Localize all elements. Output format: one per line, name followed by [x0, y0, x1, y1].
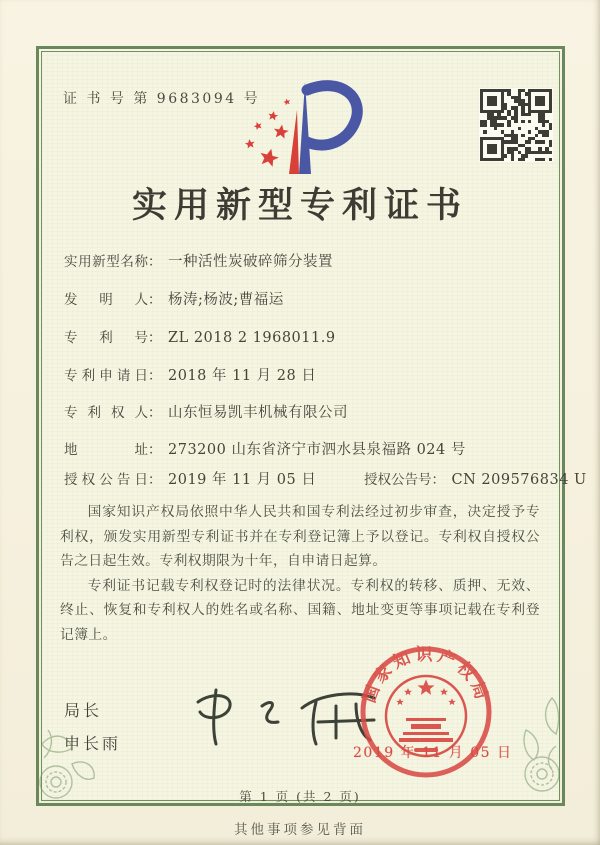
- paragraph: 专利证书记载专利权登记时的法律状况。专利权的转移、质押、无效、终止、恢复和专利权人的姓名或名称、国籍、地址变更等事项记载在专利登记簿上。: [60, 577, 540, 643]
- field-label: 专利权人: [64, 405, 148, 421]
- star-icon: [396, 698, 404, 705]
- field-colon: ：: [148, 442, 162, 458]
- field-label: 发明人: [64, 292, 148, 308]
- grant-number-pair: [364, 468, 587, 488]
- field-value: 一种活性炭破碎筛分装置: [168, 254, 333, 270]
- grant-number-label: 授权公告号: [364, 472, 432, 488]
- page-number: 第 1 页 (共 2 页): [239, 789, 361, 804]
- grant-date-value: 2019 年 11 月 05 日: [168, 472, 317, 488]
- field-colon: ：: [148, 472, 162, 488]
- seal-date: 2019 年 11 月 05 日: [353, 745, 513, 761]
- back-note: 其他事项参见背面: [234, 822, 366, 838]
- field-row-patent-number: [64, 326, 560, 346]
- certificate-number: 证 书 号 第 9683094 号: [63, 91, 261, 107]
- seal-text: 国家知识产权局: [359, 645, 493, 706]
- field-row-name: [64, 250, 560, 271]
- field-colon: ：: [148, 405, 162, 421]
- field-colon: ：: [148, 254, 162, 270]
- director-name: 申长雨: [64, 734, 122, 753]
- grant-row: [64, 468, 587, 489]
- certificate-title: 实用新型专利证书: [131, 185, 468, 226]
- cnipa-logo-icon: [237, 74, 369, 184]
- qr-code: [479, 88, 553, 162]
- field-label: 专利申请日: [64, 368, 148, 384]
- logo-stars: [244, 98, 291, 168]
- star-icon: [440, 688, 448, 695]
- star-icon: [448, 698, 456, 705]
- field-colon: ：: [148, 368, 162, 384]
- grant-number-value: CN 209576834 U: [451, 472, 587, 488]
- official-seal-icon: [348, 636, 506, 794]
- paragraph: 国家知识产权局依照中华人民共和国专利法经过初步审查，决定授予专利权，颁发实用新型专利证书并在专利登记簿上予以登记。专利权自授权公告之日起生效。专利权期限为十年，自申请日起算。: [60, 504, 540, 570]
- field-label: 地址: [64, 442, 148, 458]
- star-icon: [404, 688, 412, 695]
- logo-spike-blue: [299, 82, 311, 174]
- corner-ornament-right-icon: [508, 690, 560, 802]
- star-icon: [267, 110, 278, 121]
- field-value: 273200 山东省济宁市泗水县泉福路 024 号: [168, 442, 466, 458]
- field-label: 专利号: [64, 330, 148, 346]
- field-row-patentee: [64, 401, 560, 422]
- director-title: 局长: [64, 701, 103, 720]
- logo-spike-red: [289, 110, 299, 174]
- star-icon: [283, 98, 291, 106]
- field-value: 2018 年 11 月 28 日: [168, 368, 317, 384]
- field-colon: ：: [148, 292, 162, 308]
- field-value: ZL 2018 2 1968011.9: [168, 330, 336, 346]
- star-icon: [418, 680, 435, 695]
- star-icon: [253, 121, 263, 131]
- legal-paragraphs: [60, 500, 540, 648]
- field-colon: ：: [148, 330, 162, 346]
- field-row-filing-date: [64, 364, 560, 385]
- star-icon: [258, 146, 281, 167]
- grant-date-label: 授权公告日: [64, 472, 148, 488]
- field-row-address: [64, 438, 560, 459]
- star-icon: [244, 138, 255, 149]
- field-label: 实用新型名称: [64, 254, 148, 270]
- field-value: 杨涛;杨波;曹福运: [168, 292, 284, 308]
- field-row-inventors: [64, 288, 560, 309]
- star-icon: [273, 124, 290, 140]
- field-value: 山东恒易凯丰机械有限公司: [168, 405, 348, 421]
- logo-p-bowl: [307, 86, 357, 145]
- field-colon: ：: [431, 472, 445, 488]
